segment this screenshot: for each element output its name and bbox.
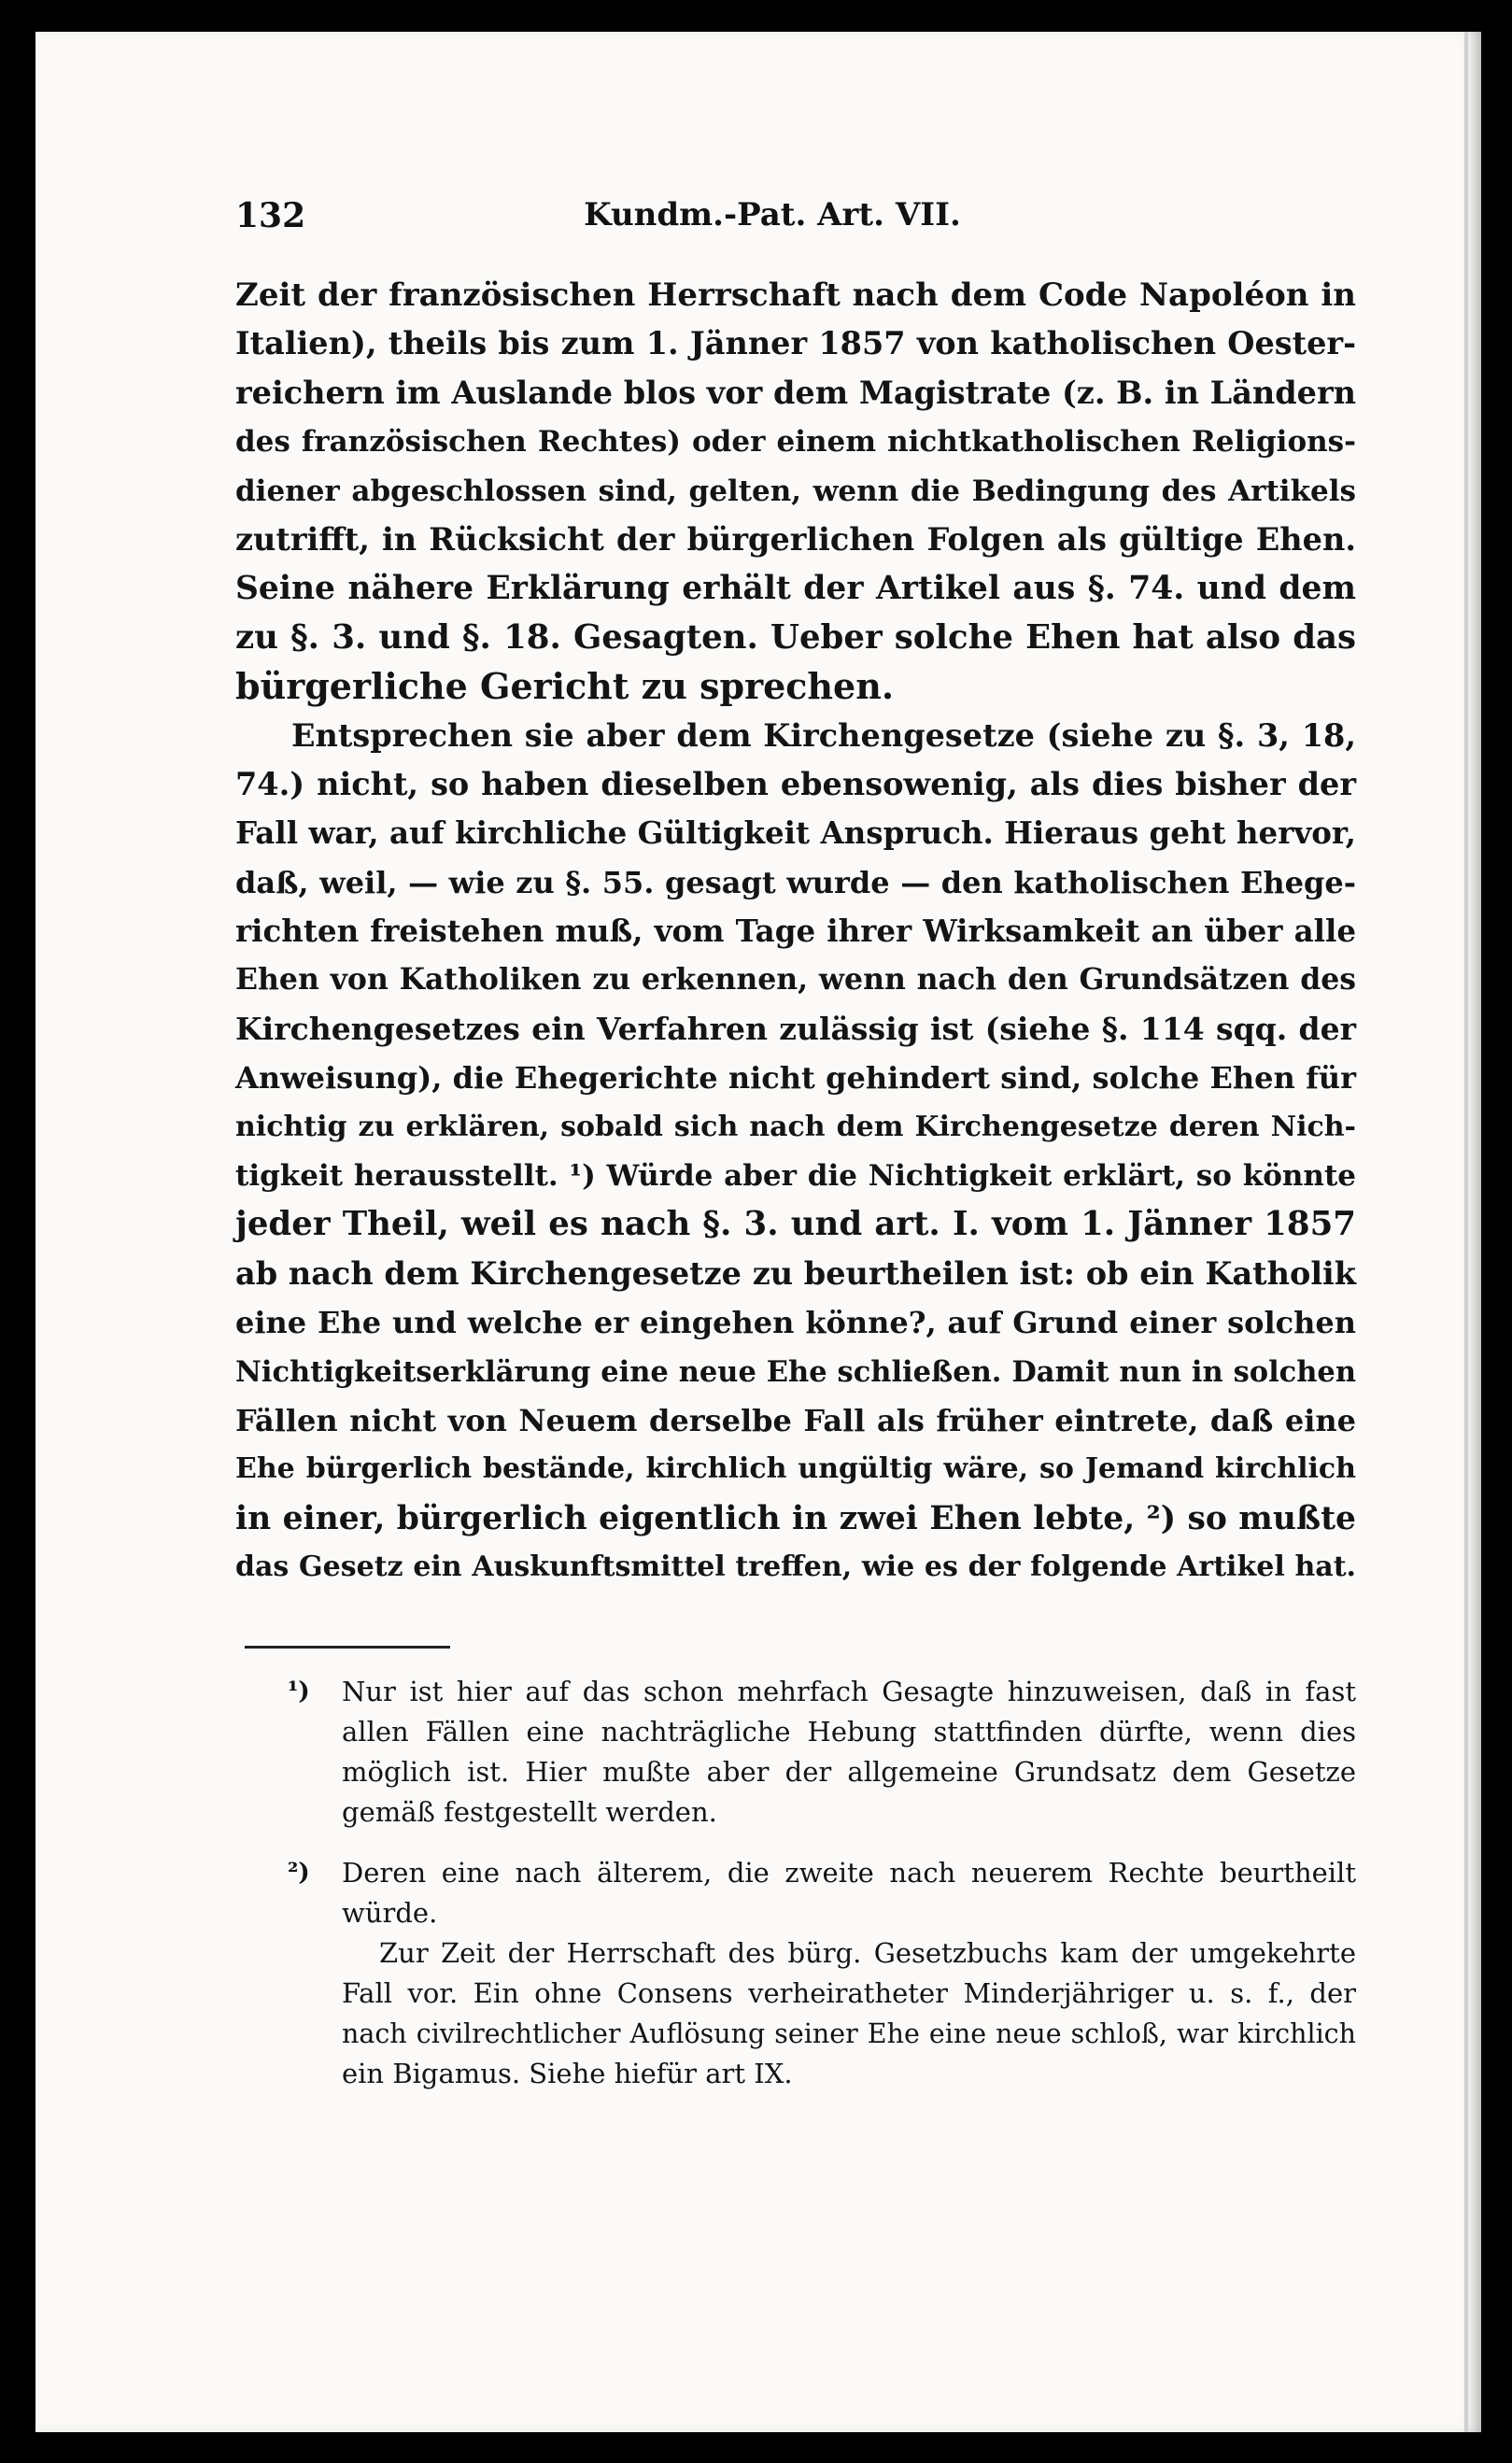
text-line: Zeit der französischen Herrschaft nach dem Code Napoléon in: [235, 276, 1356, 314]
text-line: tigkeit herausstellt. ¹) Würde aber die Nichtigkeit erklärt, so könnte: [235, 1159, 1356, 1194]
footnotes: [235, 1672, 1356, 2115]
text-line: eine Ehe und welche er eingehen könne?, auf Grund einer solchen: [235, 1305, 1356, 1341]
text-line: in einer, bürgerlich eigentlich in zwei Ehen lebte, ²) so mußte: [235, 1499, 1356, 1537]
text-line: nichtig zu erklären, sobald sich nach dem Kirchengesetze deren Nich-: [235, 1110, 1356, 1143]
text-line: Kirchengesetzes ein Verfahren zulässig ist (siehe §. 114 sqq. der: [235, 1010, 1356, 1047]
footnote-line: nach civilrechtlicher Auflösung seiner Ehe eine neue schloß, war kirchlich: [342, 2018, 1356, 2049]
footnote-line: allen Fällen eine nachträgliche Hebung stattfinden dürfte, wenn dies: [342, 1716, 1356, 1748]
text-line: das Gesetz ein Auskunftsmittel treffen, wie es der folgende Artikel hat.: [235, 1550, 1356, 1584]
text-line: richten freistehen muß, vom Tage ihrer Wirksamkeit an über alle: [235, 913, 1356, 950]
footnote-line: Zur Zeit der Herrschaft des bürg. Gesetzbuchs kam der umgekehrte: [379, 1937, 1356, 1969]
text-line: Fällen nicht von Neuem derselbe Fall als früher eintrete, daß eine: [235, 1402, 1356, 1438]
text-line: Entsprechen sie aber dem Kirchengesetze (siehe zu §. 3, 18,: [291, 716, 1356, 754]
footnote-line: Fall vor. Ein ohne Consens verheiratheter Minderjähriger u. s. f., der: [342, 1977, 1356, 2009]
text-line: Nichtigkeitserklärung eine neue Ehe schließen. Damit nun in solchen: [235, 1354, 1356, 1389]
text-line: Ehe bürgerlich bestände, kirchlich ungültig wäre, so Jemand kirchlich: [235, 1452, 1356, 1486]
text-line: bürgerliche Gericht zu sprechen.: [235, 665, 895, 708]
text-line: daß, weil, — wie zu §. 55. gesagt wurde — den katholischen Ehege-: [235, 864, 1356, 900]
text-line: des französischen Rechtes) oder einem nichtkatholischen Religions-: [235, 425, 1356, 460]
page-number: 132: [235, 196, 306, 235]
text-line: Seine nähere Erklärung erhält der Artikel aus §. 74. und dem: [235, 570, 1356, 608]
footnote-line: würde.: [342, 1897, 438, 1929]
footnote-marker: ²): [288, 1859, 310, 1887]
text-line: Fall war, auf kirchliche Gültigkeit Anspruch. Hieraus geht hervor,: [235, 814, 1356, 852]
footnote-line: Nur ist hier auf das schon mehrfach Gesagte hinzuweisen, daß in fast: [342, 1676, 1356, 1707]
page-edge: [1464, 32, 1468, 2432]
text-line: ab nach dem Kirchengesetze zu beurtheilen ist: ob ein Katholik: [235, 1254, 1356, 1292]
main-text: [235, 271, 1356, 1592]
text-line: Anweisung), die Ehegerichte nicht gehindert sind, solche Ehen für: [235, 1060, 1356, 1097]
text-line: diener abgeschlossen sind, gelten, wenn die Bedingung des Artikels: [235, 474, 1356, 508]
text-line: zu §. 3. und §. 18. Gesagten. Ueber solche Ehen hat also das: [235, 617, 1356, 657]
footnote-rule: [245, 1646, 450, 1649]
footnote-line: möglich ist. Hier mußte aber der allgemeine Grundsatz dem Gesetze: [342, 1756, 1356, 1788]
running-head: Kundm.-Pat. Art. VII.: [584, 196, 961, 234]
page-header: [235, 196, 1309, 243]
text-line: Italien), theils bis zum 1. Jänner 1857 von katholischen Oester-: [235, 325, 1356, 362]
footnote-line: Deren eine nach älterem, die zweite nach neuerem Rechte beurtheilt: [342, 1857, 1356, 1889]
footnote-2: [235, 1853, 1356, 2094]
footnote-line: ein Bigamus. Siehe hiefür art IX.: [342, 2058, 793, 2089]
footnote-marker: ¹): [288, 1677, 310, 1706]
text-line: 74.) nicht, so haben dieselben ebensowenig, als dies bisher der: [235, 765, 1356, 802]
footnote-line: gemäß festgestellt werden.: [342, 1796, 717, 1828]
text-line: zutrifft, in Rücksicht der bürgerlichen Folgen als gültige Ehen.: [235, 520, 1356, 558]
text-line: Ehen von Katholiken zu erkennen, wenn nach den Grundsätzen des: [235, 962, 1356, 998]
text-line: reichern im Auslande blos vor dem Magistrate (z. B. in Ländern: [235, 374, 1356, 411]
footnote-1: [235, 1672, 1356, 1833]
text-line: jeder Theil, weil es nach §. 3. und art. I. vom 1. Jänner 1857: [235, 1205, 1356, 1244]
